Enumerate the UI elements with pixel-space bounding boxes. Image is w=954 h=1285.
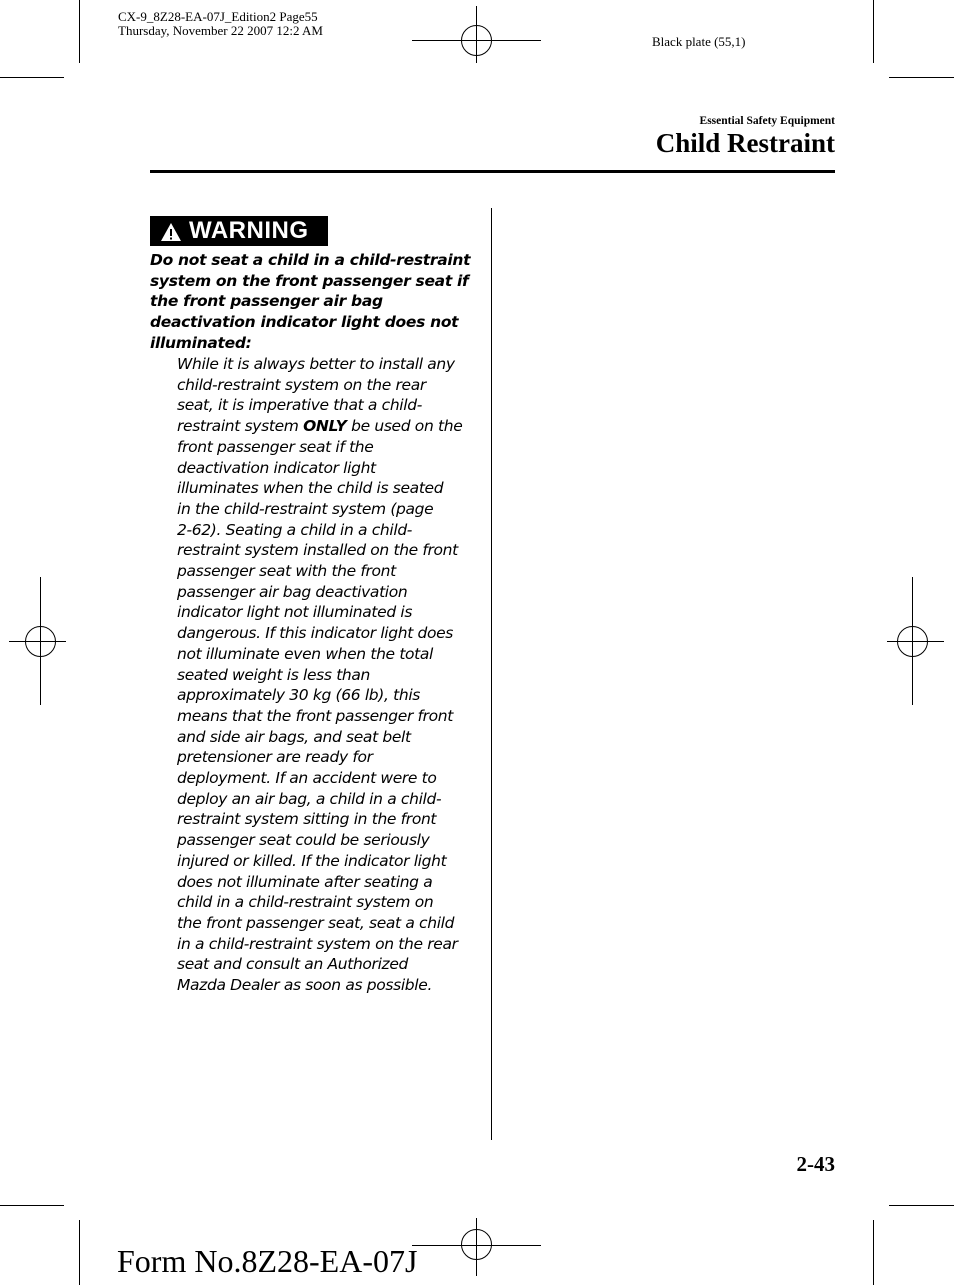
warning-lead (150, 250, 480, 354)
warning-body-line: deactivation indicator light (177, 458, 376, 477)
warning-body-line: passenger seat with the front (177, 562, 396, 581)
page-title: Child Restraint (655, 128, 835, 158)
warning-body-line: approximately 30 kg (66 lb), this (177, 686, 420, 705)
warning-lead-line: Do not seat a child in a child-restraint (150, 251, 471, 269)
warning-lead-line: the front passenger air bag (150, 292, 383, 311)
warning-triangle-icon (160, 222, 182, 242)
warning-body-line: injured or killed. If the indicator light (177, 851, 447, 870)
emphasis-only: ONLY (303, 417, 347, 436)
print-meta-timestamp: Thursday, November 22 2007 12:2 AM (118, 23, 323, 38)
warning-body-line: in the child-restraint system (page (177, 499, 434, 518)
warning-body (177, 354, 477, 996)
warning-body-line: 2-62). Seating a child in a child- (177, 520, 413, 539)
warning-body-line: child in a child-restraint system on (177, 893, 434, 912)
warning-body-line: does not illuminate after seating a (177, 872, 433, 891)
warning-body-line: dangerous. If this indicator light does (177, 624, 454, 643)
form-number: Form No.8Z28-EA-07J (117, 1243, 418, 1279)
warning-body-line: restraint system installed on the front (177, 541, 458, 560)
section-label: Essential Safety Equipment (699, 115, 835, 127)
warning-body-line: restraint system sitting in the front (177, 810, 437, 829)
warning-body-line: indicator light not illuminated is (177, 603, 413, 622)
title-rule (150, 170, 835, 173)
warning-lead-line: system on the front passenger seat if (150, 271, 469, 290)
warning-body-line: illuminates when the child is seated (177, 479, 444, 498)
warning-body-line: child-restraint system on the rear (177, 375, 426, 394)
warning-body-line: front passenger seat if the (177, 437, 374, 456)
body-text: restraint system (177, 417, 304, 436)
print-meta-plate: Black plate (55,1) (652, 34, 746, 49)
warning-body-line: the front passenger seat, seat a child (177, 913, 455, 932)
warning-body-line: passenger air bag deactivation (177, 582, 408, 601)
warning-body-line: and side air bags, and seat belt (177, 727, 411, 746)
warning-lead-line: illuminated: (150, 333, 252, 352)
warning-body-line: seated weight is less than (177, 665, 371, 684)
column-divider (491, 208, 492, 1140)
page-number: 2-43 (796, 1152, 835, 1176)
warning-body-line: passenger seat could be seriously (177, 831, 430, 850)
warning-body-line: While it is always better to install any (177, 355, 455, 373)
warning-body-line: means that the front passenger front (177, 706, 454, 725)
warning-body-line: seat, it is imperative that a child- (177, 396, 422, 415)
body-text: be used on the (346, 417, 463, 436)
warning-body-line: Mazda Dealer as soon as possible. (177, 976, 433, 995)
warning-body-line: deploy an air bag, a child in a child- (177, 789, 442, 808)
warning-body-line: deployment. If an accident were to (177, 769, 437, 788)
print-meta-filename: CX-9_8Z28-EA-07J_Edition2 Page55 (118, 9, 318, 24)
warning-body-line (177, 416, 477, 437)
warning-body-line: in a child-restraint system on the rear (177, 934, 458, 953)
warning-body-line: pretensioner are ready for (177, 748, 373, 767)
warning-body-line: not illuminate even when the total (177, 644, 434, 663)
warning-label: WARNING (189, 217, 309, 244)
warning-lead-line: deactivation indicator light does not (150, 313, 459, 332)
warning-body-line: seat and consult an Authorized (177, 955, 408, 974)
